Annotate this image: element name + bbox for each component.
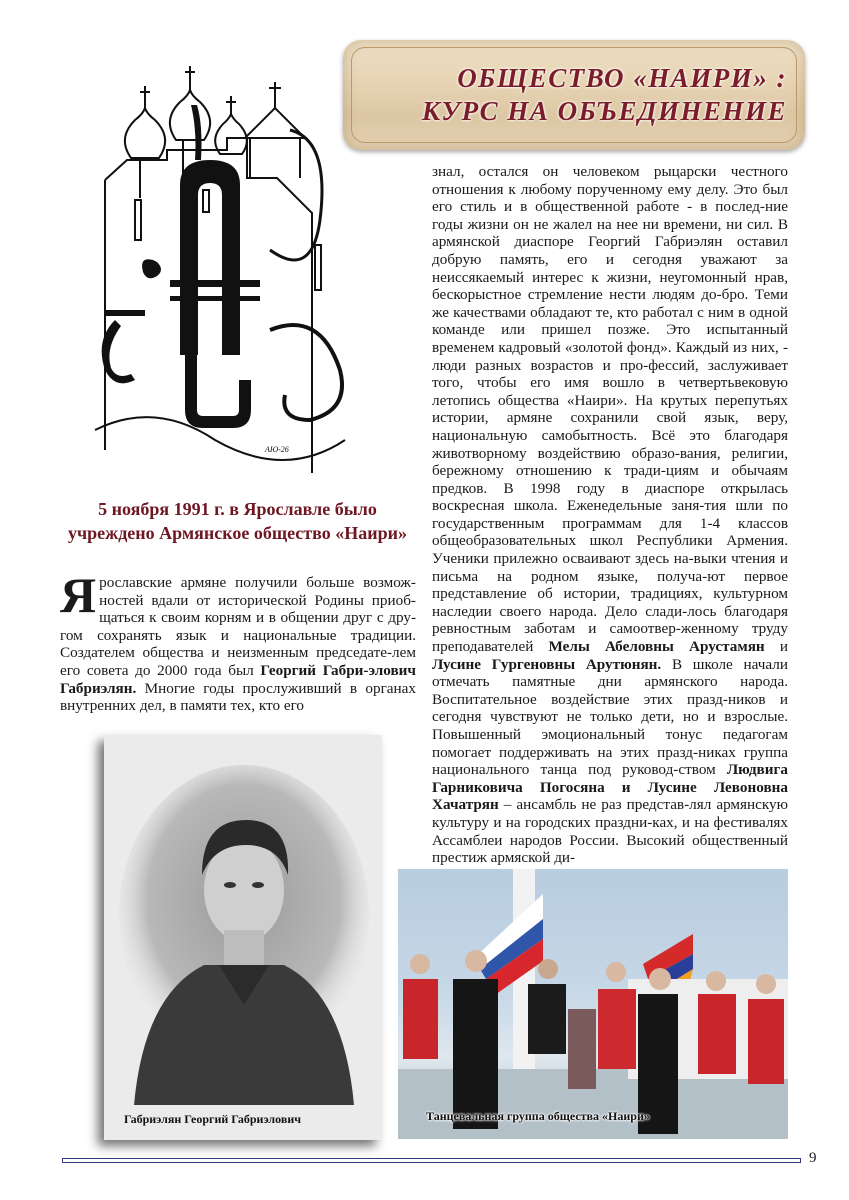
- dome-middle: [170, 90, 210, 140]
- dance-leaders-names: Людвига Гарниковича Погосяна и Лусине Левоновна Хачатрян: [432, 761, 788, 814]
- title-banner: [343, 40, 805, 150]
- title-line-2: КУРС НА ОБЪЕДИНЕНИЕ: [421, 96, 787, 126]
- article-subheading: 5 ноября 1991 г. в Ярославле было учреждено Армянское общество «Наири»: [68, 499, 407, 543]
- dome-small: [215, 114, 247, 154]
- nairi-logo-illustration: [85, 60, 355, 480]
- portrait-image: [104, 735, 382, 1140]
- paragraph-text: рославские армяне получили больше возмож-ностей вдали от исторической Родины приоб-щаться к своим корням и в общении друг с дру-гом сохранять язык и национальные традиции. Создателем общества и неизменным председате-лем его совета до 2000 года был: [60, 574, 416, 679]
- portrait-caption: Габриэлян Георгий Габриэлович: [124, 1112, 302, 1126]
- dance-caption: Танцевальная группа общества «Наири»: [426, 1109, 650, 1123]
- founder-name: Георгий Габри-элович Габриэлян.: [60, 661, 416, 697]
- left-column-text: [60, 567, 416, 715]
- page-number: 9: [809, 1150, 817, 1166]
- dance-group-image: [398, 869, 788, 1139]
- article-title: [422, 62, 787, 128]
- logo-signature: AЮ-26: [265, 445, 289, 454]
- dome-left: [125, 108, 165, 158]
- portrait-photo: [104, 735, 382, 1140]
- right-column-text: [432, 163, 788, 867]
- teacher-name-2: Лусине Гургеновны Арутюнян.: [432, 655, 662, 673]
- footer-rule: [62, 1158, 801, 1163]
- swirl: [270, 130, 322, 260]
- drop-cap: Я: [60, 567, 97, 623]
- dance-group-photo: [398, 869, 788, 1139]
- paragraph-text: Многие годы прослуживший в органах внутренних дел, в памяти тех, кто его: [60, 679, 416, 715]
- teacher-name-1: Мелы Абеловны Арустамян: [548, 638, 765, 656]
- conjunction: и: [764, 638, 788, 656]
- title-line-1: ОБЩЕСТВО «НАИРИ» :: [457, 63, 787, 93]
- paragraph-text: В школе начали отмечать памятные дни армянского народа. Воспитательное воздействие этих празд-ников и сегодня чувствуют не только дети, но и взрослые. Повышенный эмоциональный тонус педагогам помогает поддерживать на этих празд-никах группа национального танца под руковод-ством: [432, 655, 788, 779]
- paragraph-text: знал, остался он человеком рыцарски честного отношения к любому порученному ему делу. Это был его стиль и в общественной работе - в послед-ние годы жизни он не жалел на нее ни времени, ни сил. В армянской диаспоре Георгий Габриэлян оставил добрую память, его и сегодня уважают за неиссякаемый интерес к жизни, неугомонный нрав, бескорыстное стремление нести людям до-бро. Теми же качествами обладают те, кто работал с ним в одной команде или пришел позже. Это испытанный временем кадровый «золотой фонд». Каждый из них, - люди разных возрастов и про-фессий, заслуживает того, чтобы его имя вошло в четвертьвековую летопись общества «Наири». На крутых перепутьях истории, армяне сохранили свой язык, веру, национальную самобытность. Всё это благодаря животворному воздействию образо-вания, религии, бережному отношению к тради-циям и обычаям предков. В 1998 году в диаспоре открылась воскресная школа. Еженедельные заня-тия шли по государственным программам для 1-4 классов общеобразовательных школ Республики Армения. Ученики прилежно осваивают здесь на-выки чтения и письма на родном языке, получа-ют первое представление об истории, традициях, культурном наследии своего народа. Дело слади-лось благодаря ревностным заботам и самоотвер-женному труду преподавателей: [432, 163, 788, 656]
- paragraph-text: – ансамбль не раз представ-лял армянскую культуру и на городских праздни-ках, и на фестивалях Ассамблеи народов России. Высокий общественный престиж армяской ди-: [432, 796, 788, 867]
